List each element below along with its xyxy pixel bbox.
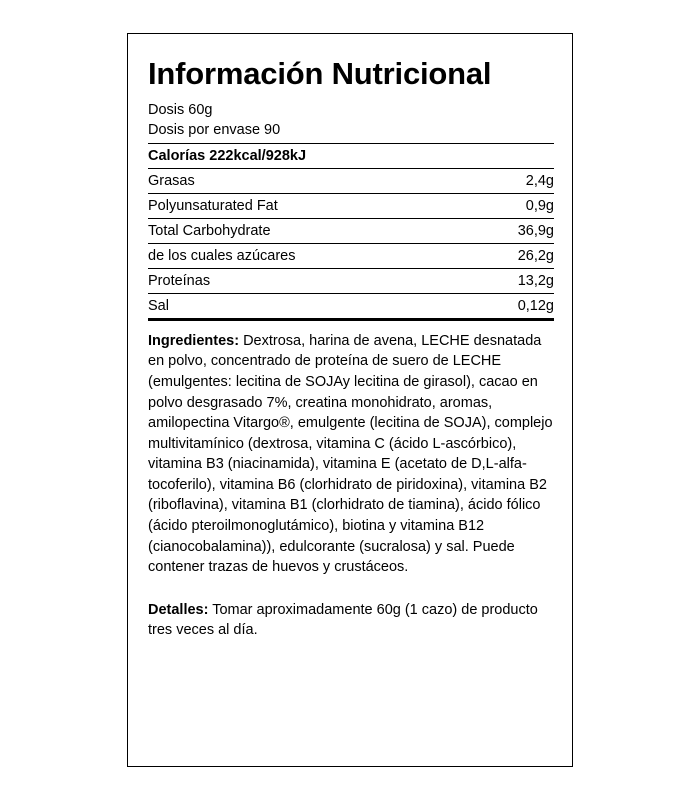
nutrient-name: Total Carbohydrate	[148, 218, 474, 243]
details-label: Detalles:	[148, 601, 209, 618]
calories-label: Calorías 222kcal/928kJ	[148, 144, 554, 169]
nutrient-name: de los cuales azúcares	[148, 243, 474, 268]
ingredients-paragraph	[148, 331, 554, 578]
serving-info	[148, 101, 554, 141]
table-row	[148, 218, 554, 243]
nutrient-value: 13,2g	[474, 268, 554, 293]
table-row	[148, 193, 554, 218]
table-row	[148, 268, 554, 293]
nutrient-value: 0,9g	[474, 193, 554, 218]
ingredients-label: Ingredientes:	[148, 332, 240, 349]
nutrition-facts-content	[148, 56, 554, 641]
nutrient-name: Sal	[148, 293, 474, 319]
ingredients-text: Dextrosa, harina de avena, LECHE desnatada en polvo, concentrado de proteína de suero de LECHE (emulgentes: lecitina de SOJAy lecitina de girasol), cacao en polvo desgrasado 7%, creatina monohidrato, aromas, amilopectina Vitargo®, emulgente (lecitina de SOJA), complejo multivitamínico (dextrosa, vitamina C (ácido L-ascórbico), vitamina B3 (niacinamida), vitamina E (acetato de D,L-alfa-tocoferilo), vitamina B6 (clorhidrato de piridoxina), vitamina B2 (riboflavina), vitamina B1 (clorhidrato de tiamina), ácido fólico (ácido pteroilmonoglutámico), biotina y vitamina B12 (cianocobalamina)), edulcorante (sucralosa) y sal. Puede contener trazas de huevos y crustáceos.	[148, 332, 553, 576]
servings-per-container: Dosis por envase 90	[148, 121, 281, 138]
nutrient-value: 36,9g	[474, 218, 554, 243]
serving-size: Dosis 60g	[148, 101, 213, 118]
details-text: Tomar aproximadamente 60g (1 cazo) de producto tres veces al día.	[148, 601, 538, 639]
nutrient-name: Proteínas	[148, 268, 474, 293]
table-row	[148, 243, 554, 268]
nutrient-value: 2,4g	[474, 168, 554, 193]
nutrient-value: 0,12g	[474, 293, 554, 319]
details-paragraph	[148, 600, 554, 641]
table-row-calories	[148, 144, 554, 169]
nutrition-table	[148, 144, 554, 321]
table-row	[148, 293, 554, 319]
nutrient-value: 26,2g	[474, 243, 554, 268]
nutrient-name: Polyunsaturated Fat	[148, 193, 474, 218]
nutrition-facts-panel	[127, 33, 573, 767]
nutrient-name: Grasas	[148, 168, 474, 193]
page-title: Información Nutricional	[148, 56, 492, 91]
table-row	[148, 168, 554, 193]
